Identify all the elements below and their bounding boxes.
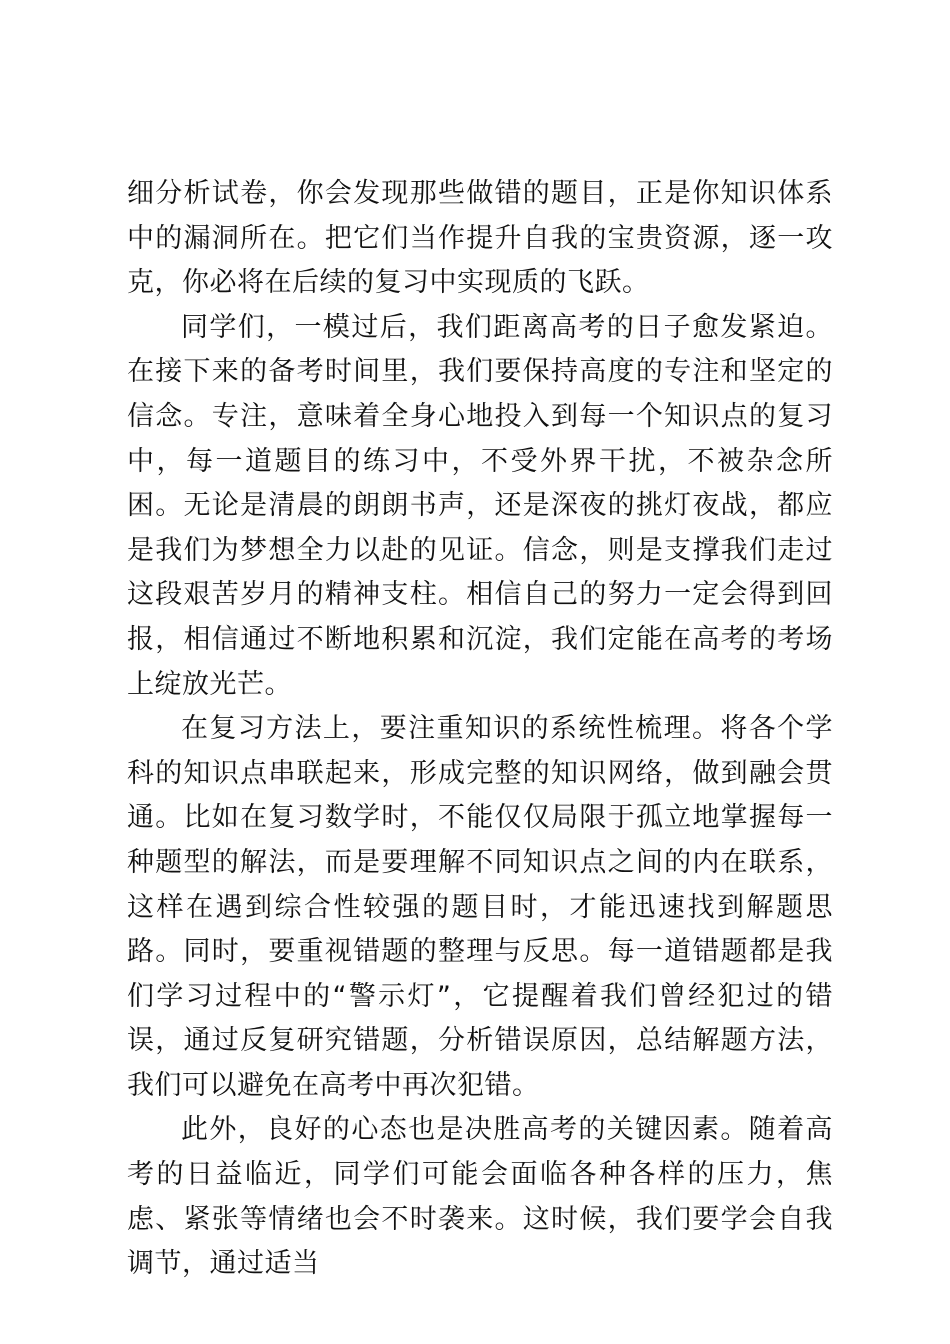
paragraph-1: 细分析试卷，你会发现那些做错的题目，正是你知识体系中的漏洞所在。把它们当作提升自我的宝贵资源，逐一攻克，你必将在后续的复习中实现质的飞跃。 (127, 178, 833, 299)
paragraph-4: 此外，良好的心态也是决胜高考的关键因素。随着高考的日益临近，同学们可能会面临各种各样的压力，焦虑、紧张等情绪也会不时袭来。这时候，我们要学会自我调节，通过适当 (127, 1114, 833, 1280)
document-body (127, 172, 833, 1287)
paragraph-3: 在复习方法上，要注重知识的系统性梳理。将各个学科的知识点串联起来，形成完整的知识网络，做到融会贯通。比如在复习数学时，不能仅仅局限于孤立地掌握每一种题型的解法，而是要理解不同知识点之间的内在联系，这样在遇到综合性较强的题目时，才能迅速找到解题思路。同时，要重视错题的整理与反思。每一道错题都是我们学习过程中的“警示灯”，它提醒着我们曾经犯过的错误，通过反复研究错题，分析错误原因，总结解题方法，我们可以避免在高考中再次犯错。 (127, 713, 833, 1101)
paragraph-2: 同学们，一模过后，我们距离高考的日子愈发紧迫。在接下来的备考时间里，我们要保持高度的专注和坚定的信念。专注，意味着全身心地投入到每一个知识点的复习中，每一道题目的练习中，不受外界干扰，不被杂念所困。无论是清晨的朗朗书声，还是深夜的挑灯夜战，都应是我们为梦想全力以赴的见证。信念，则是支撑我们走过这段艰苦岁月的精神支柱。相信自己的努力一定会得到回报，相信通过不断地积累和沉淀，我们定能在高考的考场上绽放光芒。 (127, 311, 833, 700)
